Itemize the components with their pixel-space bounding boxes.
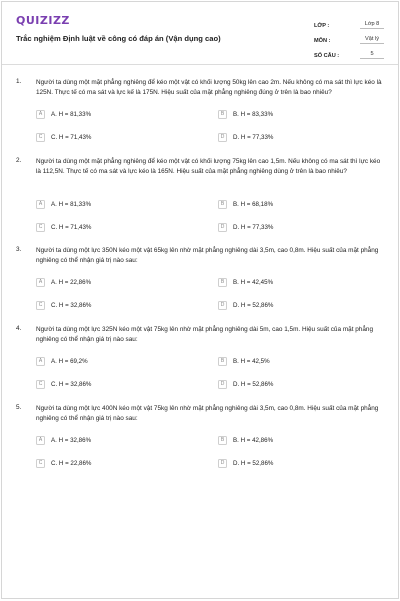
option-d[interactable] xyxy=(218,131,388,143)
question-1 xyxy=(2,78,398,157)
option-text: D. H = 77,33% xyxy=(233,223,274,231)
question-text: Người ta dùng một lực 325N kéo một vật 75kg lên nhờ mặt phẳng nghiêng dài 5m, cao 1,5m. Hiệu suất của mặt phẳng nghiêng có thể nhận giá trị nào sau: xyxy=(36,326,374,343)
answer-options xyxy=(36,434,390,480)
option-b[interactable] xyxy=(218,434,388,446)
meta-row-count xyxy=(314,44,384,59)
quizizz-logo: QUIZIZZ xyxy=(16,14,70,27)
option-d[interactable] xyxy=(218,378,388,390)
option-letter-box: A xyxy=(36,436,45,445)
option-b[interactable] xyxy=(218,355,388,367)
option-text: B. H = 68,18% xyxy=(233,200,274,208)
option-b[interactable] xyxy=(218,198,388,210)
option-letter-box: B xyxy=(218,200,227,209)
option-c[interactable] xyxy=(36,221,206,233)
option-letter-box: A xyxy=(36,200,45,209)
option-letter-box: A xyxy=(36,110,45,119)
option-d[interactable] xyxy=(218,457,388,469)
worksheet-title: Trắc nghiệm Định luật về công có đáp án (Vận dụng cao) xyxy=(16,34,221,43)
option-a[interactable] xyxy=(36,355,206,367)
option-d[interactable] xyxy=(218,299,388,311)
option-b[interactable] xyxy=(218,108,388,120)
answer-options xyxy=(36,108,390,154)
question-2 xyxy=(2,157,398,236)
option-text: A. H = 81,33% xyxy=(51,110,92,118)
option-letter-box: D xyxy=(218,133,227,142)
option-c[interactable] xyxy=(36,131,206,143)
option-text: A. H = 32,86% xyxy=(51,436,92,444)
option-text: C. H = 71,43% xyxy=(51,133,92,141)
option-letter-box: A xyxy=(36,357,45,366)
worksheet-header xyxy=(2,2,398,65)
option-text: C. H = 32,86% xyxy=(51,301,92,309)
option-letter-box: B xyxy=(218,357,227,366)
option-a[interactable] xyxy=(36,108,206,120)
option-text: D. H = 52,86% xyxy=(233,380,274,388)
option-letter-box: C xyxy=(36,459,45,468)
option-text: B. H = 42,5% xyxy=(233,357,270,365)
answer-options xyxy=(36,355,390,401)
question-number: 1. xyxy=(16,78,22,85)
option-letter-box: C xyxy=(36,223,45,232)
option-text: D. H = 52,86% xyxy=(233,301,274,309)
worksheet-meta xyxy=(314,14,384,59)
option-text: C. H = 71,43% xyxy=(51,223,92,231)
option-text: B. H = 83,33% xyxy=(233,110,274,118)
question-number: 3. xyxy=(16,246,22,253)
meta-value: Lớp 8 xyxy=(360,21,384,29)
option-text: A. H = 81,33% xyxy=(51,200,92,208)
answer-options xyxy=(36,198,390,244)
question-text: Người ta dùng một lực 350N kéo một vật 65kg lên nhờ mặt phẳng nghiêng dài 3,5m, cao 0,8m. Hiệu suất của mặt phẳng nghiêng có thể nhận giá trị nào sau: xyxy=(36,247,379,264)
meta-label: LỚP : xyxy=(314,23,330,29)
option-letter-box: B xyxy=(218,436,227,445)
question-text: Người ta dùng một lực 400N kéo một vật 75kg lên nhờ mặt phẳng nghiêng dài 3,5m, cao 0,8m. Hiệu suất của mặt phẳng nghiêng có thể nhận giá trị nào sau: xyxy=(36,405,379,422)
option-text: B. H = 42,86% xyxy=(233,436,274,444)
option-letter-box: D xyxy=(218,459,227,468)
option-c[interactable] xyxy=(36,378,206,390)
question-text: Người ta dùng một mặt phẳng nghiêng để kéo một vật có khối lượng 75kg lên cao 1,5m. Nếu không có ma sát thì lực kéo là 112,5N. Thực tế có ma sát và lực kéo là 165N. Hiệu suất của mặt phẳng nghiêng dùng ở trên là bao nhiêu? xyxy=(36,158,381,175)
meta-label: MÔN : xyxy=(314,38,331,44)
option-a[interactable] xyxy=(36,198,206,210)
meta-row-class xyxy=(314,14,384,29)
answer-options xyxy=(36,276,390,322)
worksheet-page xyxy=(1,1,399,599)
option-text: D. H = 52,86% xyxy=(233,459,274,467)
question-5 xyxy=(2,404,398,483)
option-a[interactable] xyxy=(36,434,206,446)
option-text: C. H = 22,86% xyxy=(51,459,92,467)
question-4 xyxy=(2,325,398,404)
option-text: A. H = 22,86% xyxy=(51,278,92,286)
meta-label: SỐ CÂU : xyxy=(314,53,340,59)
option-c[interactable] xyxy=(36,299,206,311)
meta-value: Vật lý xyxy=(360,36,384,44)
option-a[interactable] xyxy=(36,276,206,288)
option-b[interactable] xyxy=(218,276,388,288)
option-letter-box: B xyxy=(218,110,227,119)
meta-row-subject xyxy=(314,29,384,44)
option-letter-box: C xyxy=(36,380,45,389)
option-letter-box: C xyxy=(36,301,45,310)
question-number: 4. xyxy=(16,325,22,332)
option-letter-box: A xyxy=(36,278,45,287)
question-list xyxy=(2,78,398,483)
option-letter-box: C xyxy=(36,133,45,142)
option-text: A. H = 69,2% xyxy=(51,357,88,365)
option-d[interactable] xyxy=(218,221,388,233)
question-number: 2. xyxy=(16,157,22,164)
question-text: Người ta dùng một mặt phẳng nghiêng để kéo một vật có khối lượng 50kg lên cao 2m. Nếu không có ma sát thì lực kéo là 125N. Thực tế có ma sát và lực kế là 175N. Hiệu suất của mặt phẳng nghiêng đúng ở trên là bao nhiêu? xyxy=(36,79,382,96)
option-text: C. H = 32,86% xyxy=(51,380,92,388)
option-text: D. H = 77,33% xyxy=(233,133,274,141)
option-letter-box: D xyxy=(218,223,227,232)
question-3 xyxy=(2,246,398,325)
question-number: 5. xyxy=(16,404,22,411)
option-letter-box: D xyxy=(218,301,227,310)
option-letter-box: B xyxy=(218,278,227,287)
option-c[interactable] xyxy=(36,457,206,469)
option-letter-box: D xyxy=(218,380,227,389)
meta-value: 5 xyxy=(360,51,384,59)
option-text: B. H = 42,45% xyxy=(233,278,274,286)
